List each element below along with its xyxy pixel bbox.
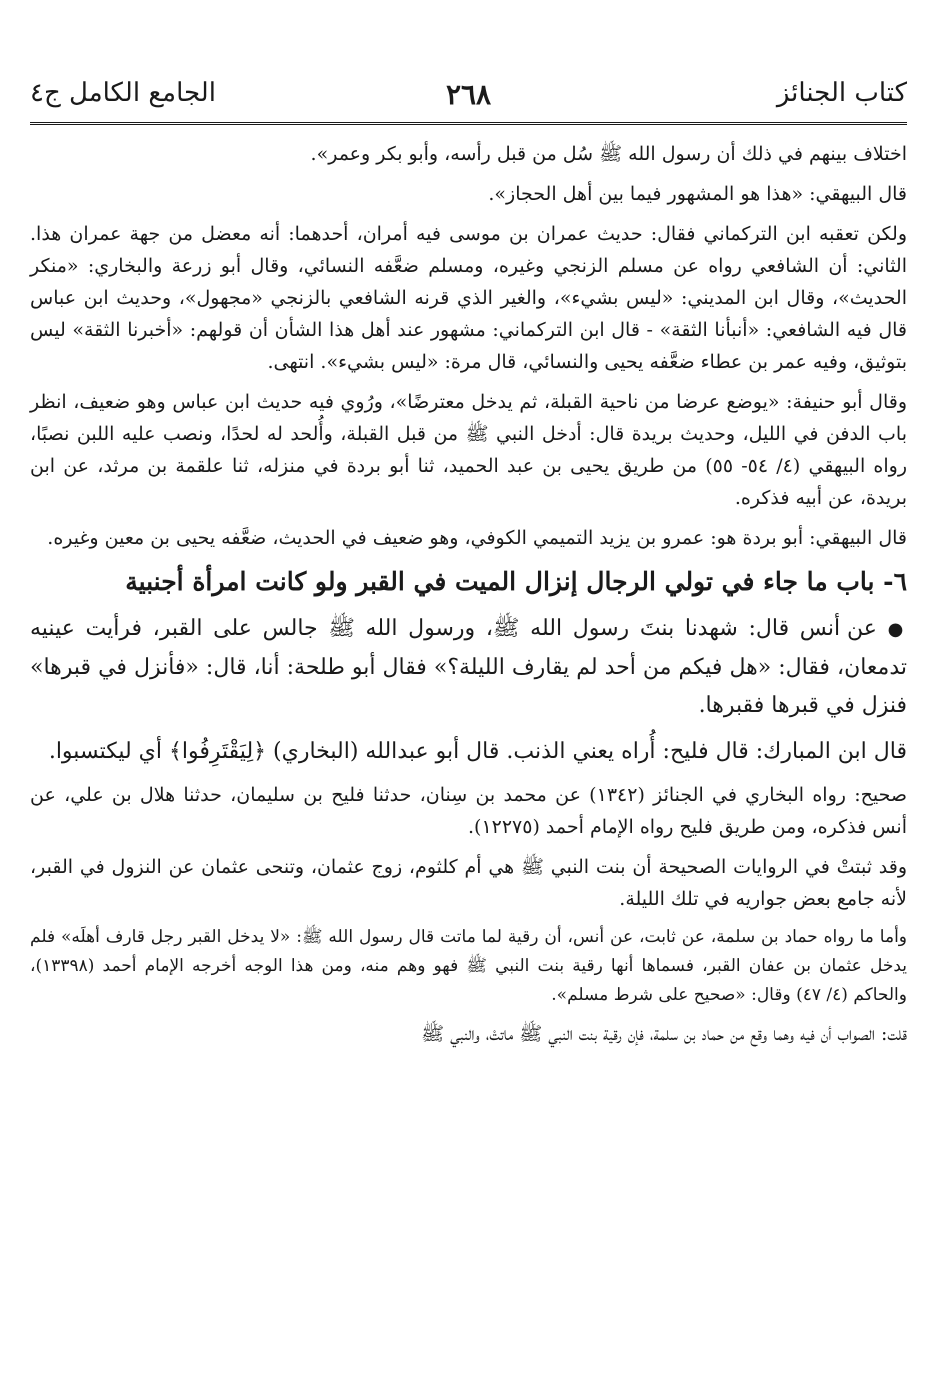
hadith-note: قال ابن المبارك: قال فليح: أُراه يعني الذنب. قال أبو عبدالله (البخاري) ﴿لِيَقْتَرِفُوا﴾ أي ليكتسبوا.: [48, 739, 907, 764]
hadith-text: [30, 610, 907, 725]
paragraph: قال البيهقي: «هذا هو المشهور فيما بين أهل الحجاز».: [488, 183, 907, 205]
book-title: الجامع الكامل ج٤: [30, 78, 216, 108]
bullet-icon: ●: [887, 619, 907, 640]
paragraph: قال البيهقي: أبو بردة هو: عمرو بن يزيد التميمي الكوفي، وهو ضعيف في الحديث، ضعَّفه يحيى بن معين وغيره.: [47, 527, 907, 549]
commentary-paragraph: قلت: الصواب أن فيه وهما وقع من حماد بن سلمة، فإن رقية بنت النبي ﷺ ماتتْ، والنبي ﷺ: [421, 1023, 907, 1045]
chapter-title: كتاب الجنائز: [776, 78, 907, 108]
page-header: [30, 70, 907, 125]
section-title: ٦- باب ما جاء في تولي الرجال إنزال الميت في القبر ولو كانت امرأة أجنبية: [125, 567, 907, 596]
paragraph: وقال أبو حنيفة: «يوضع عرضا من ناحية القبلة، ثم يدخل معترضًا»، ورُوي فيه حديث ابن عباس وهو ضعيف، انظر باب الدفن في الليل، وحديث بريدة قال: أدخل النبي ﷺ من قبل القبلة، وأُلحد له لحدًا، ونصب عليه اللبن نصبًا، رواه البيهقي (٤/ ٥٤- ٥٥) من طريق يحيى بن عبد الحميد، ثنا أبو بردة في منزله، ثنا علقمة بن مرثد، عن ابن بريدة، عن أبيه فذكره.: [30, 391, 907, 509]
commentary-paragraph: وأما ما رواه حماد بن سلمة، عن ثابت، عن أنس، أن رقية لما ماتت قال رسول الله ﷺ: «لا يدخل القبر رجل قارف أهلَه» فلم يدخل عثمان بن عفان القبر، فسماها أنها رقية بنت النبي ﷺ فهو وهم منه، ومن هذا الوجه أخرجه الإمام أحمد (١٣٣٩٨)، والحاكم (٤/ ٤٧) وقال: «صحيح على شرط مسلم».: [30, 927, 907, 1005]
paragraph: اختلاف بينهم في ذلك أن رسول الله ﷺ سُل من قبل رأسه، وأبو بكر وعمر».: [310, 143, 907, 165]
paragraph: ولكن تعقبه ابن التركماني فقال: حديث عمران بن موسى فيه أمران، أحدهما: أنه معضل من جهة عمران هذا. الثاني: أن الشافعي رواه عن مسلم الزنجي وغيره، ومسلم ضعَّفه النسائي، وقال أبو زرعة والبخاري: «منكر الحديث»، وقال ابن المديني: «ليس بشيء»، والغير الذي قرنه الشافعي بالزنجي «مجهول»، وحديث ابن عباس قال فيه الشافعي: «أنبأنا الثقة» - قال ابن التركماني: مشهور عند أهل هذا الشأن أن قولهم: «أخبرنا الثقة» ليس بتوثيق، وفيه عمر بن عطاء ضعَّفه يحيى والنسائي، قال مرة: «ليس بشيء». انتهى.: [30, 223, 907, 373]
commentary-paragraph: وقد ثبتتْ في الروايات الصحيحة أن بنت النبي ﷺ هي أم كلثوم، زوج عثمان، وتنحى عثمان عن النزول في القبر، لأنه جامع بعض جواريه في تلك الليلة.: [30, 856, 907, 910]
page-content: [30, 138, 907, 1058]
page-number: ٢٦٨: [445, 78, 492, 111]
hadith-body: عن أنس قال: شهدنا بنتَ رسول الله ﷺ، ورسول الله ﷺ جالس على القبر، فرأيت عينيه تدمعان، فقال: «هل فيكم من أحد لم يقارف الليلة؟» فقال أبو طلحة: أنا، قال: «فأنزل في قبرها» فنزل في قبرها فقبرها.: [30, 616, 907, 718]
commentary-paragraph: صحيح: رواه البخاري في الجنائز (١٣٤٢) عن محمد بن سِنان، حدثنا فليح بن سليمان، حدثنا هلال بن علي، عن أنس فذكره، ومن طريق فليح رواه الإمام أحمد (١٢٢٧٥).: [30, 784, 907, 838]
